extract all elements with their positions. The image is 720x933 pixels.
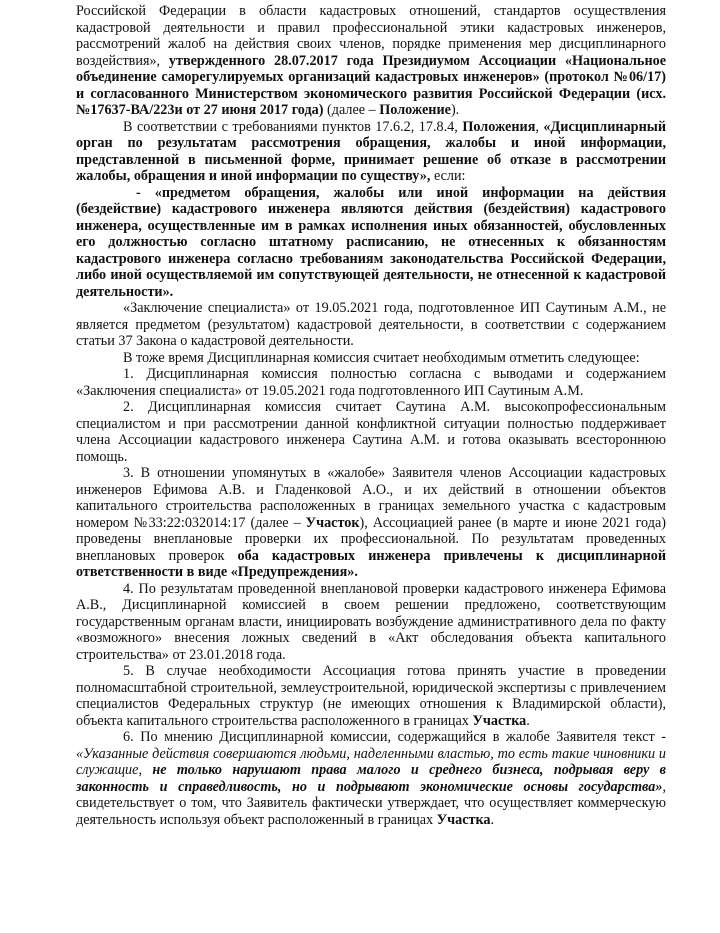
text-run: , свидетельствует о том, что Заявитель фактически утверждает, что осуществляет коммерческую деятельность используя объект расположенный в границах [76, 778, 666, 828]
paragraph-3 [76, 185, 666, 301]
text-run: Российской Федерации в области кадастровых отношений, стандартов осуществления кадастровой деятельности и правил профессиональной этики кадастровых инженеров, рассмотрений жалоб на действия своих членов, порядке применения мер дисциплинарного воздействия», [76, 3, 666, 69]
paragraph-7 [76, 399, 666, 465]
text-run: В тоже время Дисциплинарная комиссия считает необходимым отметить следующее: [123, 349, 640, 366]
text-run: Положения [462, 118, 536, 135]
text-run: . [490, 811, 495, 828]
text-run: Положение [379, 102, 451, 118]
text-run: ), Ассоциацией ранее (в марте и июне 2021 года) проведены внеплановые проверки их профессиональной. По результатам проведенных внеплановых проверок [76, 514, 666, 564]
paragraph-1 [76, 3, 666, 119]
text-run: оба кадастровых инженера привлечены к дисциплинарной ответственности в виде «Предупреждения». [76, 547, 666, 580]
paragraph-9 [76, 581, 666, 664]
text-run: 5. В случае необходимости Ассоциация готова принять участие в проведении полномасштабной строительной, землеустроительной, юридической экспертизы с привлечением специалистов Федеральных структур (не имеющих отношения к Владимирской области), объекта капитального строительства расположенного в границах [76, 663, 666, 729]
text-run: 1. Дисциплинарная комиссия полностью согласна с выводами и содержанием «Заключения специалиста» от 19.05.2021 года подготовленного ИП Саутиным А.М. [76, 366, 666, 399]
paragraph-2 [76, 119, 666, 185]
text-run: . [526, 712, 530, 729]
text-run: утвержденного 28.07.2017 года Президиумом Ассоциации «Национальное объединение саморегулируемых организаций кадастровых инженеров» (протокол №06/17) и согласованного Министерством экономического развития Российской Федерации (исх. №17637-ВА/223и от 27 июня 2017 года) [76, 52, 667, 118]
text-run: не только нарушают права малого и среднего бизнеса, подрывая веру в законность и справедливость, но и подрывают экономические основы государства» [76, 762, 666, 795]
text-run: 3. В отношении упомянутых в «жалобе» Заявителя членов Ассоциации кадастровых инженеров Ефимова А.В. и Гладенковой А.О., и их действий в отношении объектов капитального строительства расположенных в границах земельного участка с кадастровым номером №33:22:032014:17 (далее – [76, 465, 666, 531]
text-run: 4. По результатам проведенной внеплановой проверки кадастрового инженера Ефимова А.В., Дисциплинарной комиссией в своем решении предложено, соответствующим государственным органам власти, инициировать возбуждение административного дела по факту «возможного» внесения ложных сведений в «Акт обследования объекта капитального строительства» от 23.01.2018 года. [76, 580, 666, 663]
text-run: 6. По мнению Дисциплинарной комиссии, содержащийся в жалобе Заявителя текст - [123, 729, 666, 745]
paragraph-4 [76, 300, 666, 350]
text-run: Участок [305, 514, 360, 531]
text-run: «Указанные действия совершаются людьми, наделенными властью, то есть такие чиновники и служащие, [76, 745, 666, 778]
text-run: «Дисциплинарный орган по результатам рассмотрения обращения, жалобы и иной информации, представленной в письменной форме, принимает решение об отказе в рассмотрении жалобы, обращения и иной информации по существу», [76, 118, 666, 184]
paragraph-5 [76, 350, 666, 367]
text-run: - «предметом обращения, жалобы или иной информации на действия (бездействие) кадастрового инженера являются действия (бездействия) кадастрового инженера, осуществленные им в рамках исполнения иных обязанностей, обусловленных его должностью согласно штатному расписанию, не отнесенных к обязанностям кадастрового инженера согласно требованиям законодательства Российской Федерации, либо иной осуществляемой им сопутствующей деятельности, не отнесенной к кадастровой деятельности». [76, 184, 666, 300]
text-run: 2. Дисциплинарная комиссия считает Саутина А.М. высокопрофессиональным специалистом и при рассмотрении данной конфликтной ситуации полностью поддерживает члена Ассоциации кадастрового инженера Саутина А.М. и готова оказывать всестороннюю помощь. [76, 399, 666, 465]
text-run: , [535, 118, 544, 135]
text-run: Участка [436, 811, 491, 828]
text-run: если: [430, 168, 466, 184]
paragraph-11 [76, 729, 666, 828]
text-run: Участка [472, 712, 527, 729]
paragraph-6 [76, 366, 666, 399]
text-run: ). [450, 102, 460, 118]
text-run: В соответствии с требованиями пунктов 17.6.2, 17.8.4, [123, 118, 463, 135]
text-run: (далее – [323, 102, 380, 118]
text-run: «Заключение специалиста» от 19.05.2021 года, подготовленное ИП Саутиным А.М., не является предметом (результатом) кадастровой деятельности, в соответствии с содержанием статьи 37 Закона о кадастровой деятельности. [76, 300, 666, 349]
paragraph-8 [76, 465, 666, 581]
paragraph-10 [76, 663, 666, 729]
